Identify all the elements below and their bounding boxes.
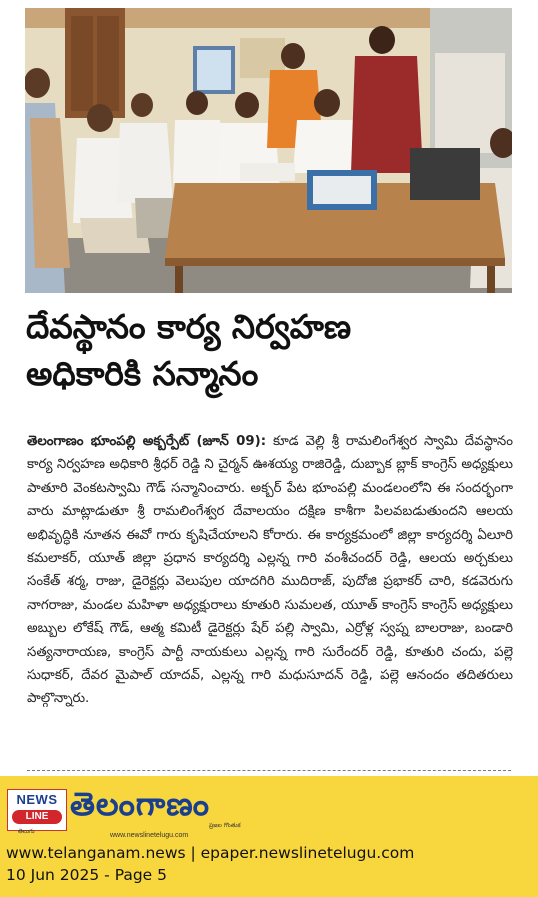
- headline-line-1: దేవస్థానం కార్య నిర్వహణ: [26, 307, 352, 346]
- logo-bottom-text: LINE: [12, 810, 62, 824]
- logo-sub-text: తెలుగు: [18, 828, 35, 835]
- footer-urls: www.telanganam.news | epaper.newslinetelugu.com: [6, 844, 415, 862]
- dateline: తెలంగాణం భూంపల్లి అక్బర్పేట్ (జూన్ 09):: [27, 434, 267, 449]
- brand-tagline: ప్రజల గొంతుక: [209, 822, 241, 829]
- logo-top-text: NEWS: [16, 792, 58, 807]
- article-body: [27, 430, 513, 711]
- footer-banner: [0, 776, 538, 897]
- news-photo: [25, 8, 512, 293]
- brand-name: తెలంగాణం: [70, 785, 210, 823]
- dashed-divider: [27, 770, 511, 771]
- article-text: కూడ వెల్లి శ్రీ రామలింగేశ్వర స్వామి దేవస్థానం కార్య నిర్వహణ అధికారి శ్రీధర్ రెడ్డి ని చైర్మన్ ఊశయ్య రాజిరెడ్డి, దుబ్బాక బ్లాక్ కాంగ్రెస్ అధ్యక్షులు పాతూరి వెంకటస్వామి గౌడ్ సన్మానించారు. అక్బర్ పేట భూంపల్లి మండలంలోని ఈ సందర్భంగా వారు మాట్లాడుతూ శ్రీ రామలింగేశ్వర దేవాలయం దక్షిణ కాశీగా పిలవబడుతుందని ఆలయ అభివృద్ధికి నూతన ఈవో గారు కృషిచేయాలని కోరారు. ఈ కార్యక్రమంలో జిల్లా కార్యదర్శి ఏలూరి కమలాకర్, యూత్ జిల్లా ప్రధాన కార్యదర్శి ఎల్లన్న గారి వంశీచందర్ రెడ్డి, ఆలయ అర్చకులు సంకేత్ శర్మ, రాజు, డైరెక్టర్లు వెలుపుల యాదగిరి ముదిరాజ్, పుదోజి ప్రభాకర్ చారి, కడవెరుగు నాగరాజు, మండల మహిళా అధ్యక్షురాలు కూతురి సుమలత, యూత్ కాంగ్రెస్ కాంగ్రెస్ అధ్యక్షులు అబ్బుల లోకేష్ గౌడ్, ఆత్మ కమిటీ డైరెక్టర్లు షేర్ పల్లి స్వామి, ఎర్రోళ్ల స్వప్న బాలరాజు, బండారి సత్యనారాయణ, కాంగ్రెస్ పార్టీ నాయకులు ఎల్లన్న గారి సురేందర్ రెడ్డి, కూతురి చందు, పల్లె సుధాకర్, దేవర మైపాల్ యాదవ్, ఎల్లన్న గారి మధుసూదన్ రెడ్డి, పల్లె ఆనందం తదితరులు పాల్గొన్నారు.: [27, 434, 513, 707]
- photo-scene: [25, 8, 512, 293]
- page-info: 10 Jun 2025 - Page 5: [6, 866, 168, 884]
- newsline-logo: [7, 789, 67, 831]
- brand-url: www.newslinetelugu.com: [110, 832, 189, 839]
- headline-line-2: అధికారికి సన్మానం: [26, 354, 259, 393]
- headline: [26, 303, 516, 397]
